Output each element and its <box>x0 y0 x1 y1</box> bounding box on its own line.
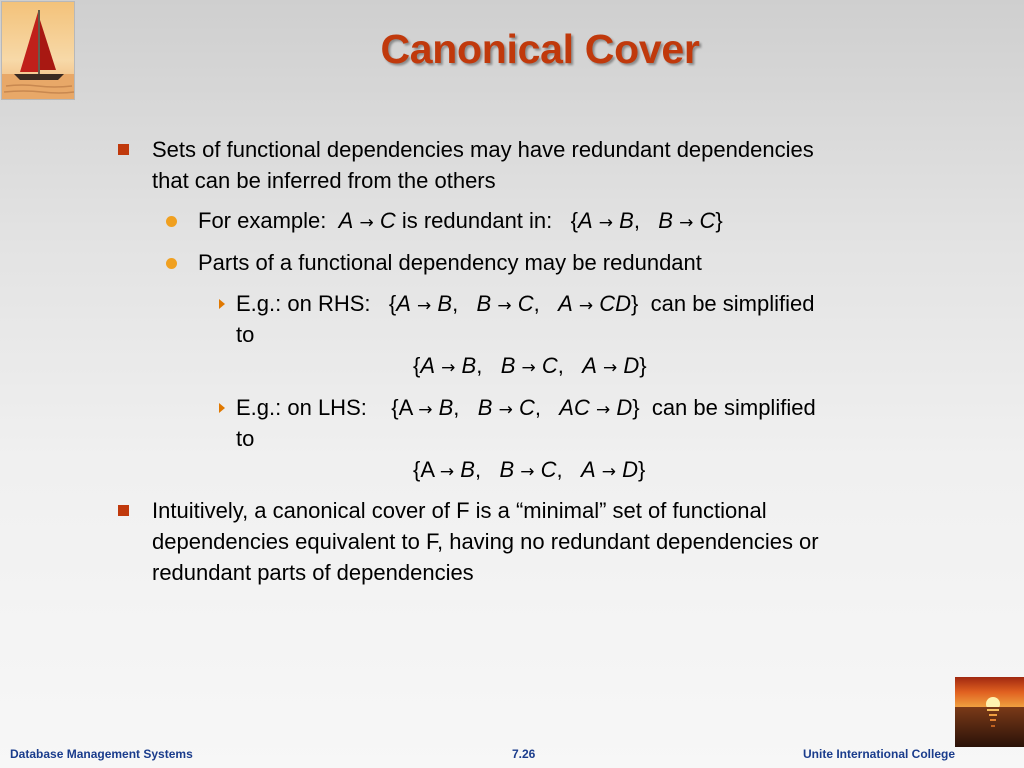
bullet-text: that can be inferred from the others <box>152 168 496 193</box>
slide-title: Canonical Cover <box>380 26 700 72</box>
dot-bullet-icon <box>166 216 177 227</box>
sunset-logo <box>955 677 1024 747</box>
sub-bullet-example: For example: A → C is redundant in: {A → B, B → C} <box>198 208 723 233</box>
lhs-to: to <box>236 426 255 451</box>
triangle-bullet-icon <box>219 299 225 309</box>
rhs-to: to <box>236 322 255 347</box>
lhs-example: E.g.: on LHS: {A → B, B → C, AC → D} can be simplified <box>236 395 816 420</box>
footer-institution: Unite International College <box>803 747 956 761</box>
bullet-text: redundant parts of dependencies <box>152 560 474 585</box>
dot-bullet-icon <box>166 258 177 269</box>
rhs-example: E.g.: on RHS: {A → B, B → C, A → CD} can be simplified <box>236 291 815 316</box>
footer-page-number: 7.26 <box>512 747 536 761</box>
triangle-bullet-icon <box>219 403 225 413</box>
bullet-text: dependencies equivalent to F, having no redundant dependencies or <box>152 529 819 554</box>
bullet-text: Sets of functional dependencies may have redundant dependencies <box>152 137 814 162</box>
square-bullet-icon <box>118 505 129 516</box>
square-bullet-icon <box>118 144 129 155</box>
bullet-text: Intuitively, a canonical cover of F is a “minimal” set of functional <box>152 498 767 523</box>
lhs-result: {A → B, B → C, A → D} <box>413 457 646 482</box>
sub-bullet-text: Parts of a functional dependency may be redundant <box>198 250 702 275</box>
rhs-result: {A → B, B → C, A → D} <box>413 353 647 378</box>
footer-course-name: Database Management Systems <box>10 747 193 761</box>
